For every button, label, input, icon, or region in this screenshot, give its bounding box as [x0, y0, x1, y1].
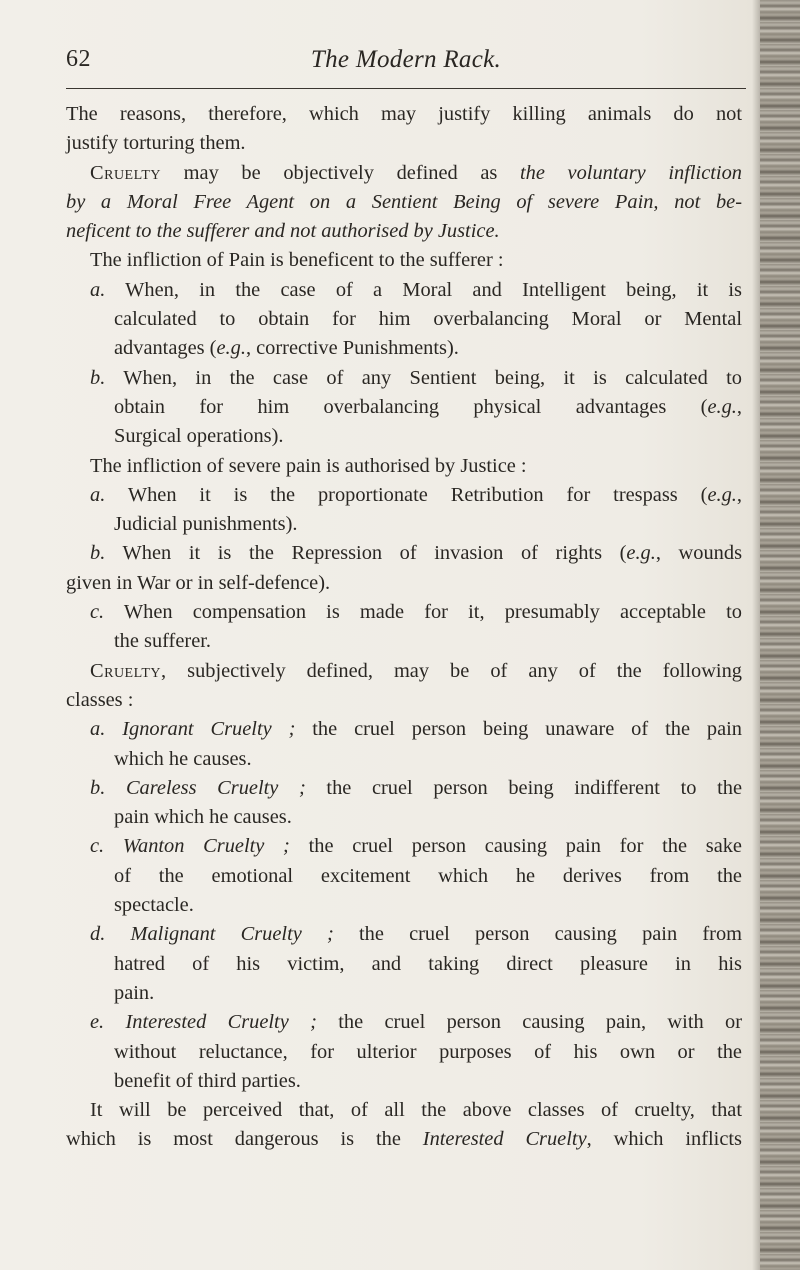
- text-run: , wounds: [655, 542, 743, 565]
- text-line: [66, 891, 742, 920]
- italic-text: a.: [90, 278, 106, 301]
- text-run: without reluctance, for ulterior purposes of his own or the: [114, 1040, 742, 1063]
- text-run: ,: [736, 483, 742, 506]
- text-run: , which inflicts: [586, 1128, 742, 1151]
- body-text: [66, 100, 742, 1155]
- text-run: ,: [736, 395, 742, 418]
- italic-text: the voluntary infliction: [520, 161, 742, 184]
- text-run: When, in the case of any Sentient being, it is calculated to: [105, 366, 742, 389]
- italic-text: by a Moral Free Agent on a Sentient Being of severe Pain, not be-: [66, 190, 742, 213]
- text-run: calculated to obtain for him overbalancing Moral or Mental: [114, 308, 742, 331]
- italic-text: a.: [90, 718, 106, 741]
- italic-text: neficent to the sufferer and not authorised by Justice.: [66, 220, 500, 243]
- text-line: [66, 1067, 742, 1096]
- italic-text: e.: [90, 1011, 105, 1034]
- text-line: [66, 100, 742, 129]
- text-run: The infliction of Pain is beneficent to the sufferer :: [90, 249, 504, 272]
- header-rule: [66, 88, 746, 89]
- text-line: [66, 1125, 742, 1154]
- text-run: the sufferer.: [114, 630, 212, 653]
- text-run: When it is the Repression of invasion of rights (: [105, 542, 627, 565]
- text-line: [66, 686, 742, 715]
- text-run: benefit of third parties.: [114, 1069, 301, 1092]
- italic-text: Malignant Cruelty ;: [130, 923, 334, 946]
- text-run: of the emotional excitement which he derives from the: [114, 864, 742, 887]
- text-run: [105, 923, 130, 945]
- text-line: [66, 188, 742, 217]
- italic-text: e.g.: [626, 542, 656, 565]
- italic-text: c.: [90, 835, 105, 858]
- italic-text: b.: [90, 366, 106, 389]
- text-line: [66, 950, 742, 979]
- text-run: justify torturing them.: [66, 132, 246, 155]
- text-line: [66, 920, 742, 949]
- running-title: The Modern Rack.: [310, 46, 502, 73]
- text-run: Surgical operations).: [114, 425, 284, 448]
- text-line: [66, 393, 742, 422]
- text-line: [66, 774, 742, 803]
- text-run: obtain for him overbalancing physical advantages (: [114, 395, 708, 418]
- text-run: may be objectively defined as: [161, 161, 520, 184]
- page-header: [66, 46, 746, 86]
- text-run: spectacle.: [114, 894, 194, 917]
- text-run: pain.: [114, 981, 155, 1004]
- text-run: the cruel person causing pain from: [333, 923, 742, 946]
- text-line: [66, 305, 742, 334]
- text-run: the cruel person causing pain for the sake: [289, 835, 742, 858]
- text-line: [66, 715, 742, 744]
- text-line: [66, 1038, 742, 1067]
- page-number: 62: [66, 46, 91, 72]
- text-run: When, in the case of a Moral and Intelligent being, it is: [105, 278, 742, 301]
- italic-text: e.g.: [707, 395, 737, 418]
- text-line: [66, 1008, 742, 1037]
- text-line: [66, 510, 742, 539]
- text-run: the cruel person being indifferent to the: [305, 776, 742, 799]
- text-run: [105, 777, 126, 799]
- italic-text: b.: [90, 776, 106, 799]
- text-line: [66, 627, 742, 656]
- text-line: [66, 539, 742, 568]
- italic-text: e.g.: [707, 483, 737, 506]
- text-run: When it is the proportionate Retribution for trespass (: [105, 483, 708, 506]
- text-line: [66, 569, 742, 598]
- text-line: [66, 246, 742, 275]
- text-line: [66, 481, 742, 510]
- italic-text: c.: [90, 601, 105, 624]
- text-line: [66, 657, 742, 686]
- italic-text: b.: [90, 542, 106, 565]
- text-run: hatred of his victim, and taking direct pleasure in his: [114, 952, 742, 975]
- text-line: [66, 422, 742, 451]
- text-run: which he causes.: [114, 747, 252, 770]
- text-line: [66, 452, 742, 481]
- text-run: When compensation is made for it, presumably acceptable to: [104, 601, 742, 624]
- text-run: the cruel person causing pain, with or: [316, 1011, 742, 1034]
- text-run: , corrective Punishments).: [245, 337, 459, 360]
- text-run: , subjectively defined, may be of any of the following: [161, 659, 742, 682]
- text-line: [66, 276, 742, 305]
- text-line: [66, 364, 742, 393]
- text-line: [66, 159, 742, 188]
- text-run: advantages (: [114, 337, 217, 360]
- text-run: classes :: [66, 688, 134, 711]
- italic-text: Wanton Cruelty ;: [122, 835, 290, 858]
- italic-text: d.: [90, 923, 106, 946]
- small-caps-text: Cruelty: [90, 161, 162, 184]
- text-run: [104, 835, 123, 857]
- page-gutter-shadow: [752, 0, 760, 1270]
- text-run: pain which he causes.: [114, 806, 292, 829]
- text-line: [66, 979, 742, 1008]
- text-line: [66, 334, 742, 363]
- italic-text: Interested Cruelty ;: [125, 1011, 317, 1034]
- italic-text: a.: [90, 483, 106, 506]
- text-run: [104, 1011, 125, 1033]
- small-caps-text: Cruelty: [90, 659, 162, 682]
- text-run: It will be perceived that, of all the above classes of cruelty, that: [90, 1099, 742, 1122]
- italic-text: Ignorant Cruelty ;: [122, 718, 296, 741]
- text-line: [66, 745, 742, 774]
- text-run: [105, 718, 122, 740]
- text-run: which is most dangerous is the: [66, 1128, 423, 1151]
- text-line: [66, 1096, 742, 1125]
- text-line: [66, 803, 742, 832]
- text-run: Judicial punishments).: [114, 513, 298, 536]
- text-line: [66, 862, 742, 891]
- text-line: [66, 832, 742, 861]
- italic-text: Interested Cruelty: [422, 1128, 587, 1151]
- italic-text: e.g.: [216, 337, 246, 360]
- text-run: given in War or in self-defence).: [66, 571, 331, 594]
- text-line: [66, 129, 742, 158]
- text-run: The infliction of severe pain is authorised by Justice :: [90, 454, 527, 477]
- text-line: [66, 598, 742, 627]
- book-spine-edge: [760, 0, 800, 1270]
- text-run: the cruel person being unaware of the pain: [295, 718, 743, 741]
- text-line: [66, 217, 742, 246]
- text-run: The reasons, therefore, which may justify killing animals do not: [66, 103, 742, 125]
- italic-text: Careless Cruelty ;: [125, 776, 306, 799]
